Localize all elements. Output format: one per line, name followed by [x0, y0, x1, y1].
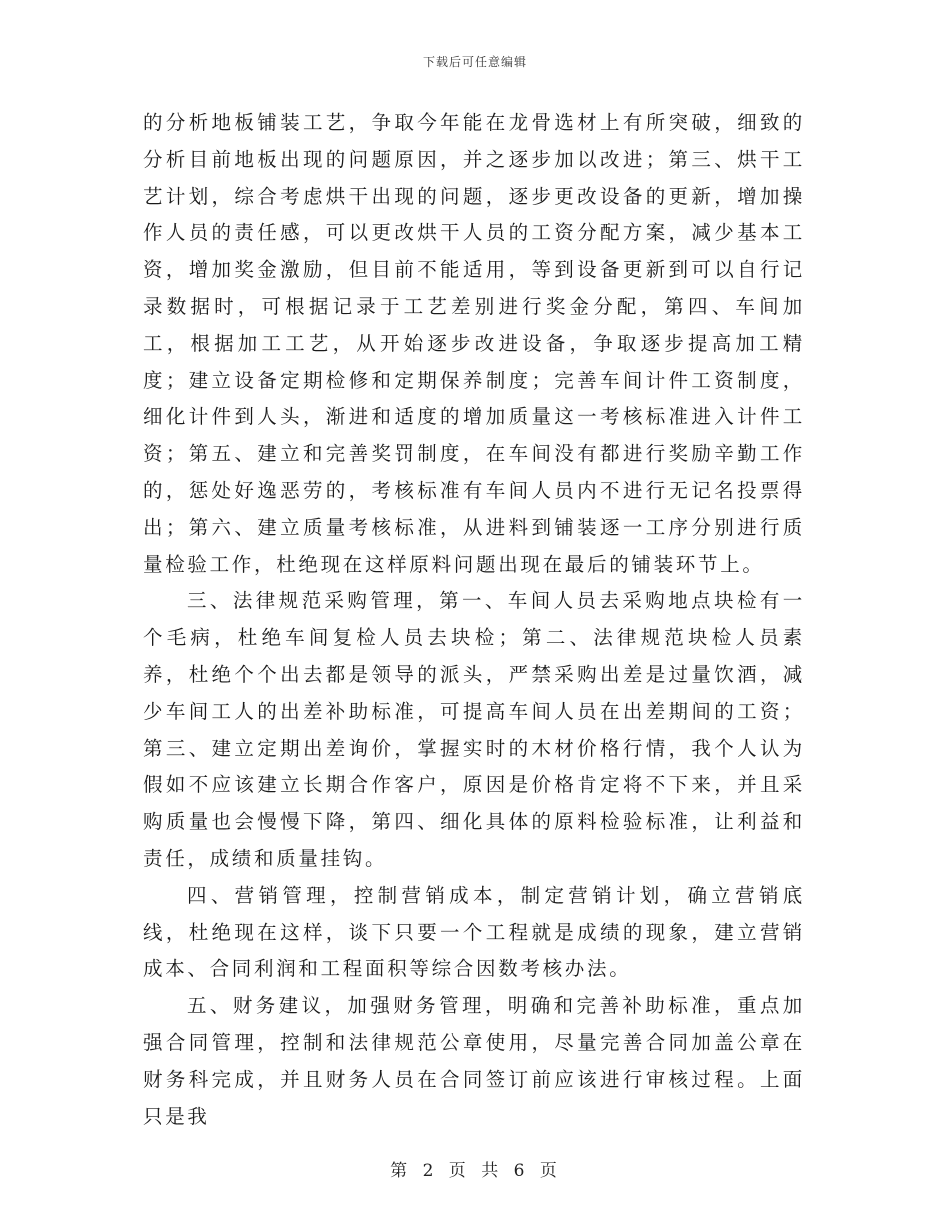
paragraph-4: 五、财务建议，加强财务管理，明确和完善补助标准，重点加强合同管理，控制和法律规范公章使用，尽量完善合同加盖公章在财务科完成，并且财务人员在合同签订前应该进行审核过程。上面只是我: [143, 994, 805, 1128]
document-body: [143, 105, 805, 1135]
paragraph-3: 四、营销管理，控制营销成本，制定营销计划，确立营销底线，杜绝现在这样，谈下只要一个工程就是成绩的现象，建立营销成本、合同利润和工程面积等综合因数考核办法。: [143, 883, 805, 981]
page-number-footer: 第 2 页 共 6 页: [390, 1161, 560, 1181]
paragraph-1: 的分析地板铺装工艺，争取今年能在龙骨选材上有所突破，细致的分析目前地板出现的问题原因，并之逐步加以改进；第三、烘干工艺计划，综合考虑烘干出现的问题，逐步更改设备的更新，增加操作人员的责任感，可以更改烘干人员的工资分配方案，减少基本工资，增加奖金激励，但目前不能适用，等到设备更新到可以自行记录数据时，可根据记录于工艺差别进行奖金分配，第四、车间加工，根据加工工艺，从开始逐步改进设备，争取逐步提高加工精度；建立设备定期检修和定期保养制度；完善车间计件工资制度，细化计件到人头，渐进和适度的增加质量这一考核标准进入计件工资；第五、建立和完善奖罚制度，在车间没有都进行奖励辛勤工作的，惩处好逸恶劳的，考核标准有车间人员内不进行无记名投票得出；第六、建立质量考核标准，从进料到铺装逐一工序分别进行质量检验工作，杜绝现在这样原料问题出现在最后的铺装环节上。: [143, 111, 805, 576]
page-header: 下载后可任意编辑: [422, 55, 527, 69]
paragraph-2: 三、法律规范采购管理，第一、车间人员去采购地点块检有一个毛病，杜绝车间复检人员去块检；第二、法律规范块检人员素养，杜绝个个出去都是领导的派头，严禁采购出差是过量饮酒，减少车间工人的出差补助标准，可提高车间人员在出差期间的工资；第三、建立定期出差询价，掌握实时的木材价格行情，我个人认为假如不应该建立长期合作客户，原因是价格肯定将不下来，并且采购质量也会慢慢下降，第四、细化具体的原料检验标准，让利益和责任，成绩和质量挂钩。: [143, 589, 805, 870]
